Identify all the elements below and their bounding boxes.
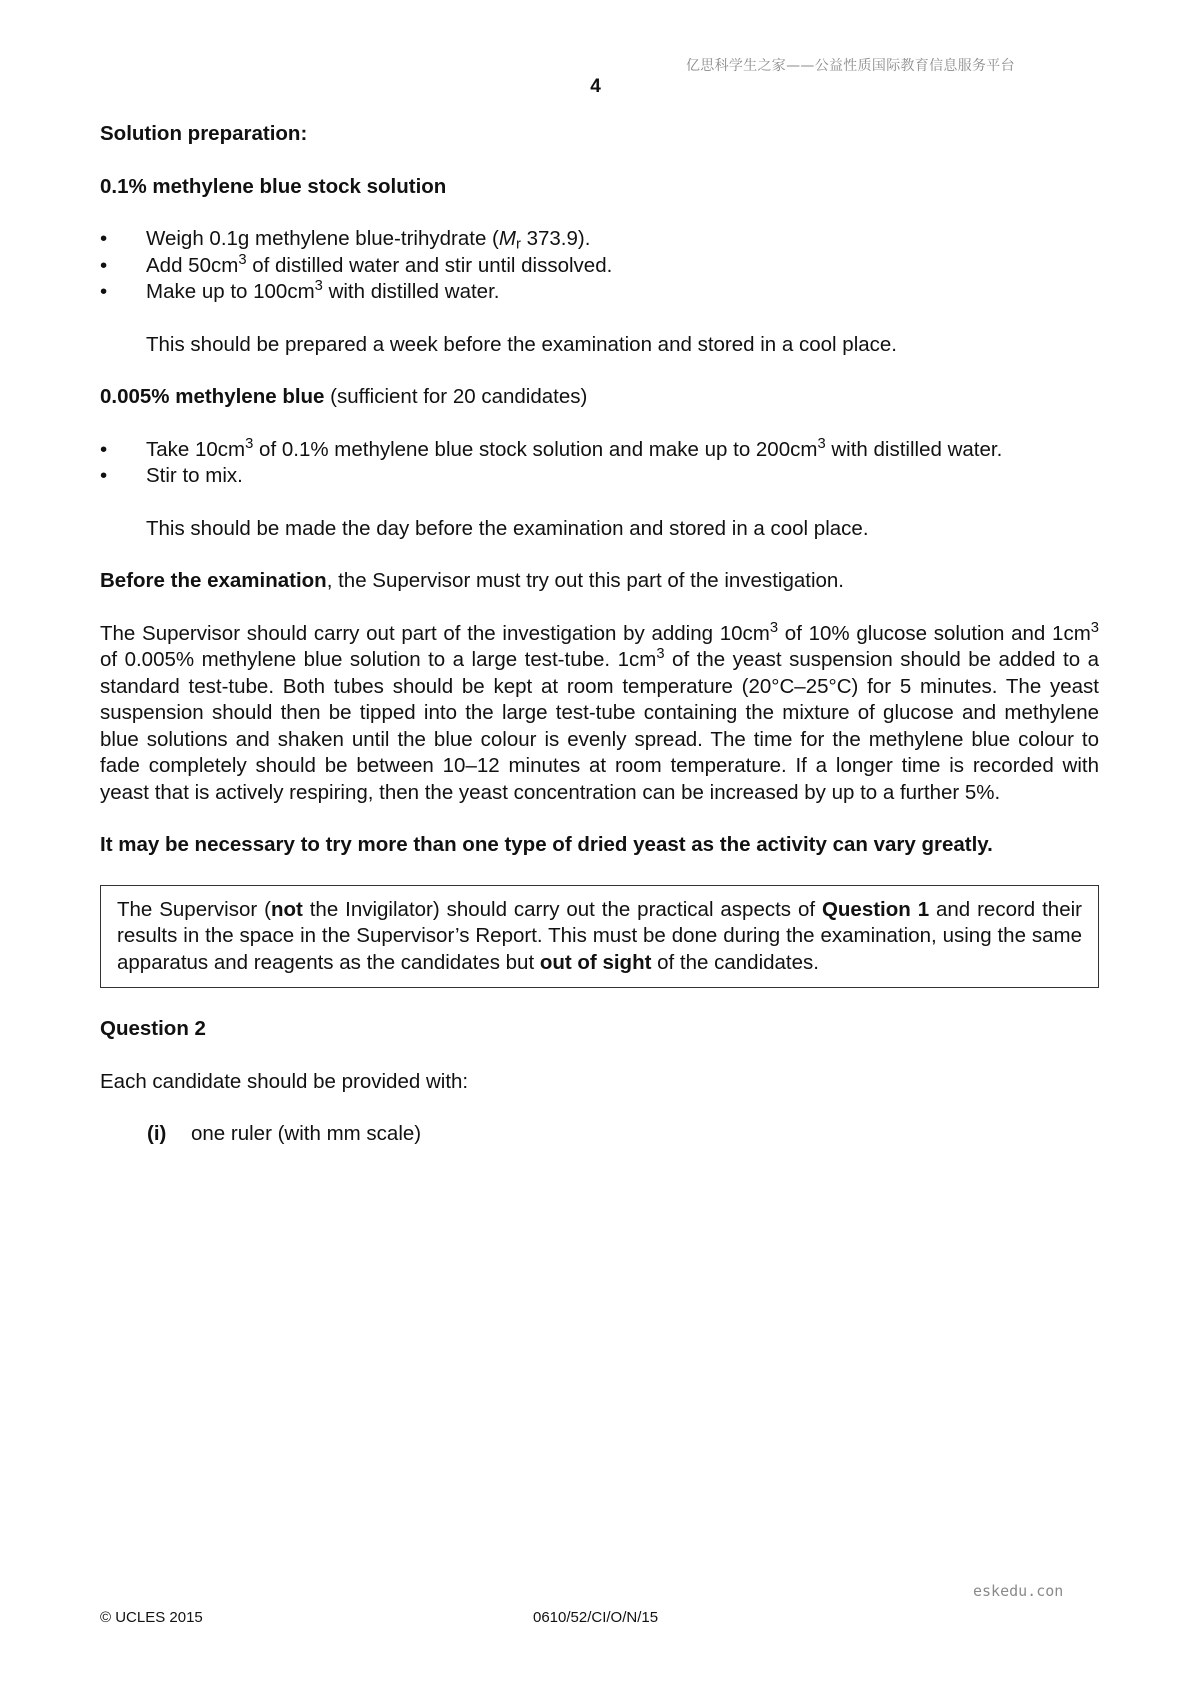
list-item: • Take $10cm^3$ of 0.1% methylene blue stock solution and make up to $200cm^3$ with distilled water.	[100, 437, 1099, 464]
footer-paper-code: 0610/52/CI/O/N/15	[533, 1609, 659, 1626]
dilute-storage-note: This should be made the day before the examination and stored in a cool place.	[146, 516, 869, 540]
item-number: (i)	[147, 1122, 167, 1145]
stock-solution-heading: 0.1% methylene blue stock solution	[100, 174, 447, 198]
stock-storage-note: This should be prepared a week before the examination and stored in a cool place.	[146, 332, 898, 356]
list-item: • Make up to $100cm^3$ with distilled water.	[100, 279, 1099, 306]
list-item: • Weigh 0.1g methylene blue-trihydrate ($M_r$ 373.9).	[100, 227, 591, 253]
list-item: • Stir to mix.	[100, 463, 1099, 490]
bullet-icon: •	[100, 253, 108, 277]
footer-copyright: © UCLES 2015	[100, 1609, 203, 1626]
bullet-icon: •	[100, 280, 108, 303]
yeast-warning: It may be necessary to try more than one type of dried yeast as the activity can vary greatly.	[100, 833, 993, 856]
document-body	[100, 121, 1099, 1148]
bullet-icon: •	[100, 227, 108, 250]
item-text: one ruler (with mm scale)	[191, 1122, 422, 1145]
list-item	[100, 1121, 1099, 1148]
dilute-solution-heading: 0.005% methylene blue (sufficient for 20 candidates)	[100, 385, 588, 408]
question-2-intro: Each candidate should be provided with:	[100, 1069, 469, 1093]
supervisor-notice-box: The Supervisor (not the Invigilator) should carry out the practical aspects of Question 1 and record their results in the space in the Supervisor’s Report. This must be done during the examination, using the same apparatus and reagents as the candidates but out of sight of the candidates.	[100, 885, 1099, 989]
dilute-steps-list	[100, 437, 1099, 490]
before-examination-paragraph: Before the examination, the Supervisor must try out this part of the investigation.	[100, 569, 845, 592]
watermark-header: 亿思科学生之家——公益性质国际教育信息服务平台	[686, 58, 1015, 74]
page-number: 4	[590, 76, 601, 97]
bullet-icon: •	[100, 437, 108, 461]
procedure-paragraph: The Supervisor should carry out part of the investigation by adding $10cm^3$ of 10% glucose solution and $1cm^3$ of 0.005% methylene blue solution to a large test-tube. $1cm^3$ of the yeast suspension should be added to a standard test-tube. Both tubes should be kept at room temperature (20°C–25°C) for 5 minutes. The yeast suspension should then be tipped into the large test-tube containing the mixture of glucose and methylene blue solutions and shaken until the blue colour is evenly spread. The time for the methylene blue colour to fade completely should be between 10–12 minutes at room temperature. If a longer time is recorded with yeast that is actively respiring, then the yeast concentration can be increased by up to a further 5%.	[100, 619, 1099, 804]
bullet-icon: •	[100, 464, 108, 487]
watermark-footer: eskedu.con	[973, 1582, 1064, 1600]
stock-steps-list	[100, 226, 1099, 306]
question-2-heading: Question 2	[100, 1017, 206, 1040]
list-item: • Add $50cm^3$ of distilled water and stir until dissolved.	[100, 253, 1099, 280]
solution-preparation-heading: Solution preparation:	[100, 122, 308, 145]
